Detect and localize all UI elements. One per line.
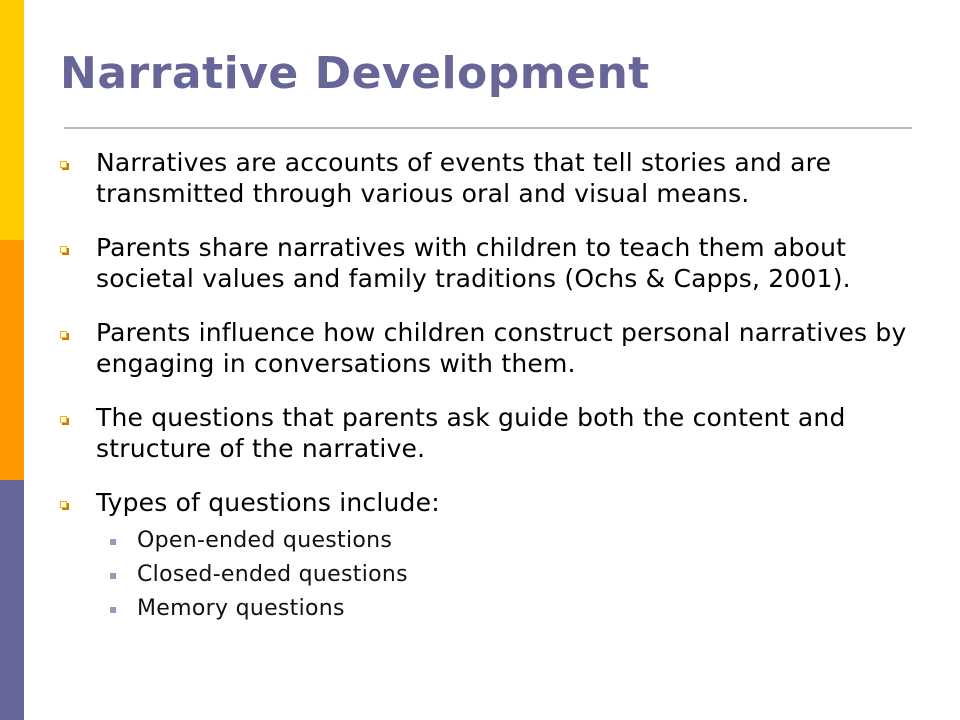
small-square-bullet-icon	[110, 539, 116, 545]
accent-stripe-orange	[0, 240, 24, 480]
bullet-list	[60, 147, 940, 626]
small-square-bullet-icon	[110, 573, 116, 579]
bullet-text: Types of questions include:	[96, 488, 440, 517]
bullet-text: Parents influence how children construct personal narratives by engaging in conversations with them.	[96, 318, 907, 378]
square-bullet-icon	[60, 501, 67, 508]
bullet-text: Narratives are accounts of events that tell stories and are transmitted through various oral and visual means.	[96, 148, 832, 208]
sub-bullet-item	[102, 592, 940, 626]
square-bullet-icon	[60, 331, 67, 338]
bullet-item	[60, 147, 940, 209]
square-bullet-icon	[60, 161, 67, 168]
bullet-item	[60, 317, 940, 379]
sub-bullet-item	[102, 558, 940, 592]
bullet-item	[60, 232, 940, 294]
sub-bullet-item	[102, 524, 940, 558]
accent-stripe-yellow	[0, 0, 24, 240]
title-divider	[64, 127, 912, 129]
bullet-item	[60, 402, 940, 464]
square-bullet-icon	[60, 416, 67, 423]
bullet-item	[60, 487, 940, 626]
sub-bullet-text: Open-ended questions	[137, 528, 393, 553]
small-square-bullet-icon	[110, 607, 116, 613]
sub-bullet-list	[102, 524, 940, 626]
square-bullet-icon	[60, 246, 67, 253]
bullet-text: Parents share narratives with children to teach them about societal values and family traditions (Ochs & Capps, 2001).	[96, 233, 851, 293]
bullet-text: The questions that parents ask guide both the content and structure of the narrative.	[96, 403, 846, 463]
sub-bullet-text: Memory questions	[137, 596, 345, 621]
sub-bullet-text: Closed-ended questions	[137, 562, 408, 587]
slide-title: Narrative Development	[60, 48, 650, 99]
accent-stripe-purple	[0, 480, 24, 720]
